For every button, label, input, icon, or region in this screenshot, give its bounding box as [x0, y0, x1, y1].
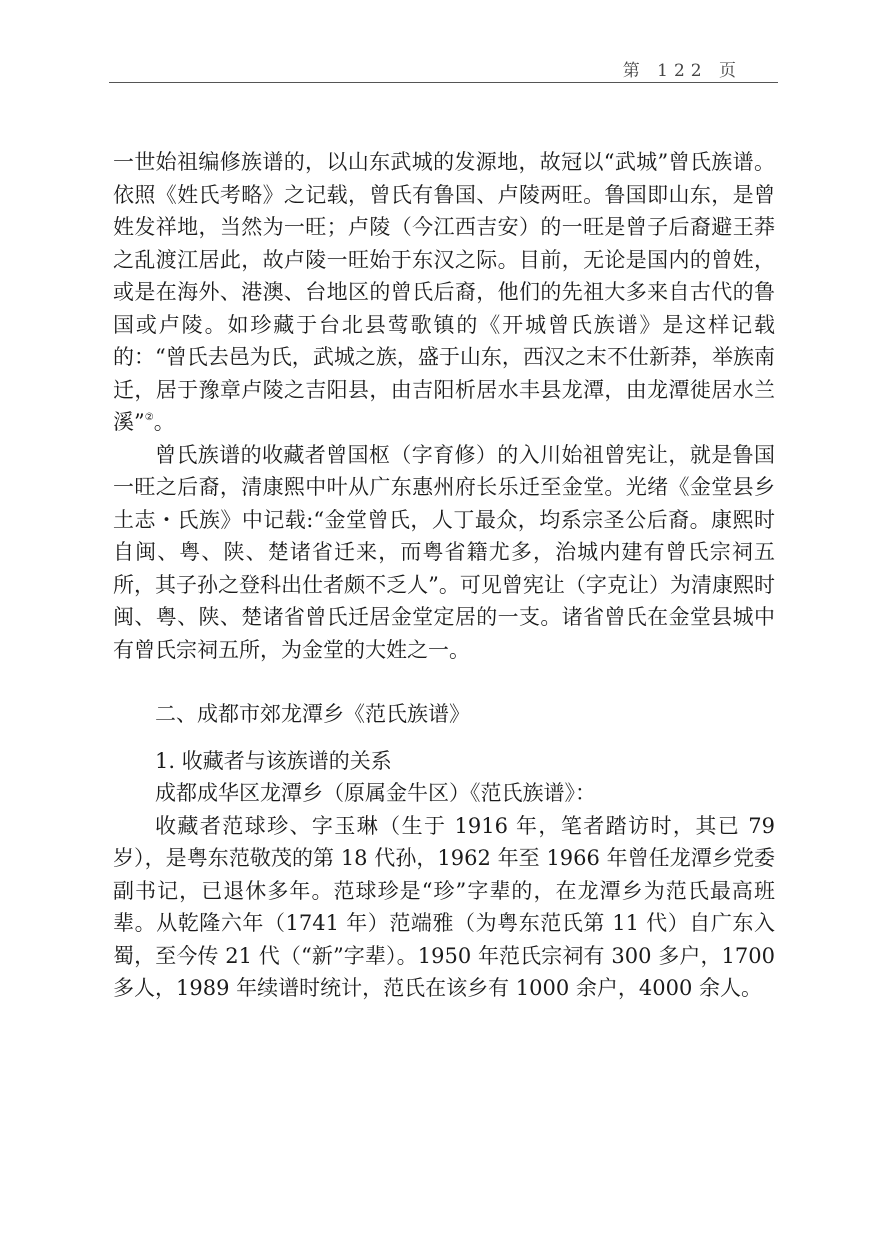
paragraph-2: 曾氏族谱的收藏者曾国枢（字育修）的入川始祖曾宪让，就是鲁国一旺之后裔，清康熙中叶从广东惠州府长乐迁至金堂。光绪《金堂县乡土志・氏族》中记载:“金堂曾氏，人丁最众，均系宗圣公后裔。康熙时自闽、粤、陕、楚诸省迁来，而粤省籍尤多，治城内建有曾氏宗祠五所，其子孙之登科出仕者颇不乏人”。可见曾宪让（字克让）为清康熙时闽、粤、陕、楚诸省曾氏迁居金堂定居的一支。诸省曾氏在金堂县城中有曾氏宗祠五所，为金堂的大姓之一。 — [113, 442, 775, 662]
paragraph-4: 收藏者范球珍、字玉琳（生于 1916 年，笔者踏访时，其已 79 岁），是粤东范敬茂的第 18 代孙，1962 年至 1966 年曾任龙潭乡党委副书记，已退休多年。范球珍是“珍”字辈的，在龙潭乡为范氏最高班辈。从乾隆六年（1741 年）范端雅（为粤东范氏第 11 代）自广东入蜀，至今传 21 代（“新”字辈）。1950 年范氏宗祠有 300 多户，1700 多人，1989 年续谱时统计，范氏在该乡有 1000 余户，4000 余人。 — [113, 813, 775, 1000]
page-number: 第 122 页 — [622, 61, 742, 81]
paragraph-1 — [113, 146, 775, 439]
section-heading: 二、成都市郊龙潭乡《范氏族谱》 — [155, 702, 470, 726]
paragraph-1-text: 一世始祖编修族谱的，以山东武城的发源地，故冠以“武城”曾氏族谱。依照《姓氏考略》之记载，曾氏有鲁国、卢陵两旺。鲁国即山东，是曾姓发祥地，当然为一旺；卢陵（今江西吉安）的一旺是曾子后裔避王莽之乱渡江居此，故卢陵一旺始于东汉之际。目前，无论是国内的曾姓，或是在海外、港澳、台地区的曾氏后裔，他们的先祖大多来自古代的鲁国或卢陵。如珍藏于台北县莺歌镇的《开城曾氏族谱》是这样记载的：“曾氏去邑为氏，武城之族，盛于山东，西汉之末不仕新莽，举族南迁，居于豫章卢陵之吉阳县，由吉阳析居水丰县龙潭，由龙潭徙居水兰溪” — [113, 150, 775, 434]
body-text — [113, 146, 775, 1005]
footnote-marker[interactable]: ② — [144, 412, 154, 423]
paragraph-1-end: 。 — [153, 410, 175, 434]
page-header — [109, 56, 778, 83]
subsection-heading: 1. 收藏者与该族谱的关系 — [155, 748, 392, 773]
paragraph-3: 成都成华区龙潭乡（原属金牛区）《范氏族谱》： — [155, 781, 596, 805]
